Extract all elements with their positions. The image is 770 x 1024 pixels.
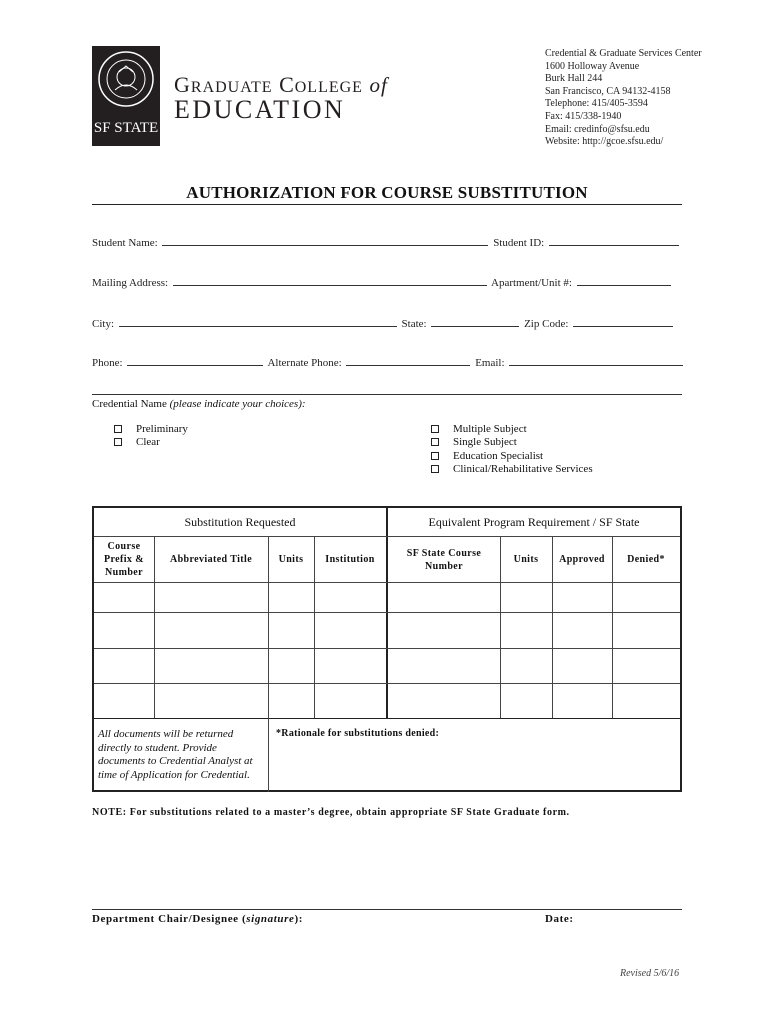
apartment-label: Apartment/Unit #: [491,277,572,289]
student-name-row [92,236,681,249]
col-header-units: Units [278,554,304,565]
checkbox-icon[interactable] [114,438,122,446]
checkbox-icon[interactable] [431,438,439,446]
substitution-table [92,506,682,792]
col-header-title: Abbreviated Title [169,554,253,565]
university-seal-icon [97,50,155,108]
checkbox-icon[interactable] [114,425,122,433]
title-divider [92,204,682,205]
alt-phone-field[interactable] [346,356,470,366]
col-header-approved: Approved [559,554,605,565]
student-id-label: Student ID: [493,237,545,249]
group-header-equivalent: Equivalent Program Requirement / SF State [428,515,640,529]
student-name-label: Student Name: [92,237,158,249]
alt-phone-label: Alternate Phone: [267,357,342,369]
state-label: State: [401,318,427,330]
student-id-field[interactable] [549,236,679,246]
contact-line: San Francisco, CA 94132-4158 [545,85,671,97]
phone-row [92,356,685,369]
phone-field[interactable] [127,356,263,366]
contact-line: Credential & Graduate Services Center [545,48,702,59]
mailing-address-label: Mailing Address: [92,277,169,289]
table-row[interactable] [94,582,680,612]
table-row[interactable] [94,612,680,648]
city-field[interactable] [119,317,397,327]
checkbox-single-subject[interactable]: Single Subject [431,436,517,448]
checkbox-icon[interactable] [431,465,439,473]
col-header-institution: Institution [325,554,375,565]
student-name-field[interactable] [162,236,488,246]
checkbox-preliminary[interactable]: Preliminary [114,423,188,435]
sf-state-logo [92,46,160,146]
signature-line[interactable] [92,909,682,910]
mailing-address-row [92,276,673,289]
col-header-denied: Denied* [627,554,665,565]
contact-block [545,48,702,149]
contact-email: Email: credinfo@sfsu.edu [545,123,650,135]
col-header-units-sf: Units [513,554,539,565]
state-field[interactable] [431,317,519,327]
header-divider [94,536,680,537]
checkbox-education-specialist[interactable]: Education Specialist [431,450,543,462]
rationale-label: *Rationale for substitutions denied: [276,728,440,739]
email-label: Email: [475,357,505,369]
zip-label: Zip Code: [524,318,569,330]
col-header-course: Course Prefix & Number [104,541,144,578]
documents-returned-note: All documents will be returned directly to student. Provide documents to Credential Analyst at time of Application for Credential. [98,728,253,781]
group-header-substitution: Substitution Requested [184,515,296,529]
contact-line: Telephone: 415/405-3594 [545,98,648,110]
contact-line: 1600 Holloway Avenue [545,60,640,72]
checkbox-clinical-rehab[interactable]: Clinical/Rehabilitative Services [431,463,593,475]
rationale-field[interactable] [269,719,680,792]
contact-line: Burk Hall 244 [545,73,603,85]
apartment-field[interactable] [577,276,671,286]
college-name-line1: GRADUATE COLLEGE of [174,72,388,97]
city-label: City: [92,318,115,330]
contact-line: Fax: 415/338-1940 [545,110,622,122]
checkbox-multiple-subject[interactable]: Multiple Subject [431,423,527,435]
city-row [92,317,675,330]
signature-label: Department Chair/Designee (signature): [92,913,304,925]
date-label: Date: [545,913,574,925]
checkbox-icon[interactable] [431,425,439,433]
logo-text: SF STATE [93,120,159,136]
section-divider [92,394,682,395]
masters-note: NOTE: For substitutions related to a master’s degree, obtain appropriate SF State Graduate form. [92,807,570,818]
col-header-sf-course: SF State Course Number [406,548,482,572]
email-field[interactable] [509,356,683,366]
checkbox-icon[interactable] [431,452,439,460]
zip-field[interactable] [573,317,673,327]
table-row[interactable] [94,648,680,683]
college-name-line2: EDUCATION [174,95,346,124]
table-row[interactable] [94,683,680,718]
form-title: AUTHORIZATION FOR COURSE SUBSTITUTION [186,183,588,202]
phone-label: Phone: [92,357,123,369]
credential-label: Credential Name (please indicate your choices): [92,398,306,410]
revision-date: Revised 5/6/16 [620,968,680,979]
mailing-address-field[interactable] [173,276,487,286]
checkbox-clear[interactable]: Clear [114,436,160,448]
contact-website: Website: http://gcoe.sfsu.edu/ [545,136,664,148]
